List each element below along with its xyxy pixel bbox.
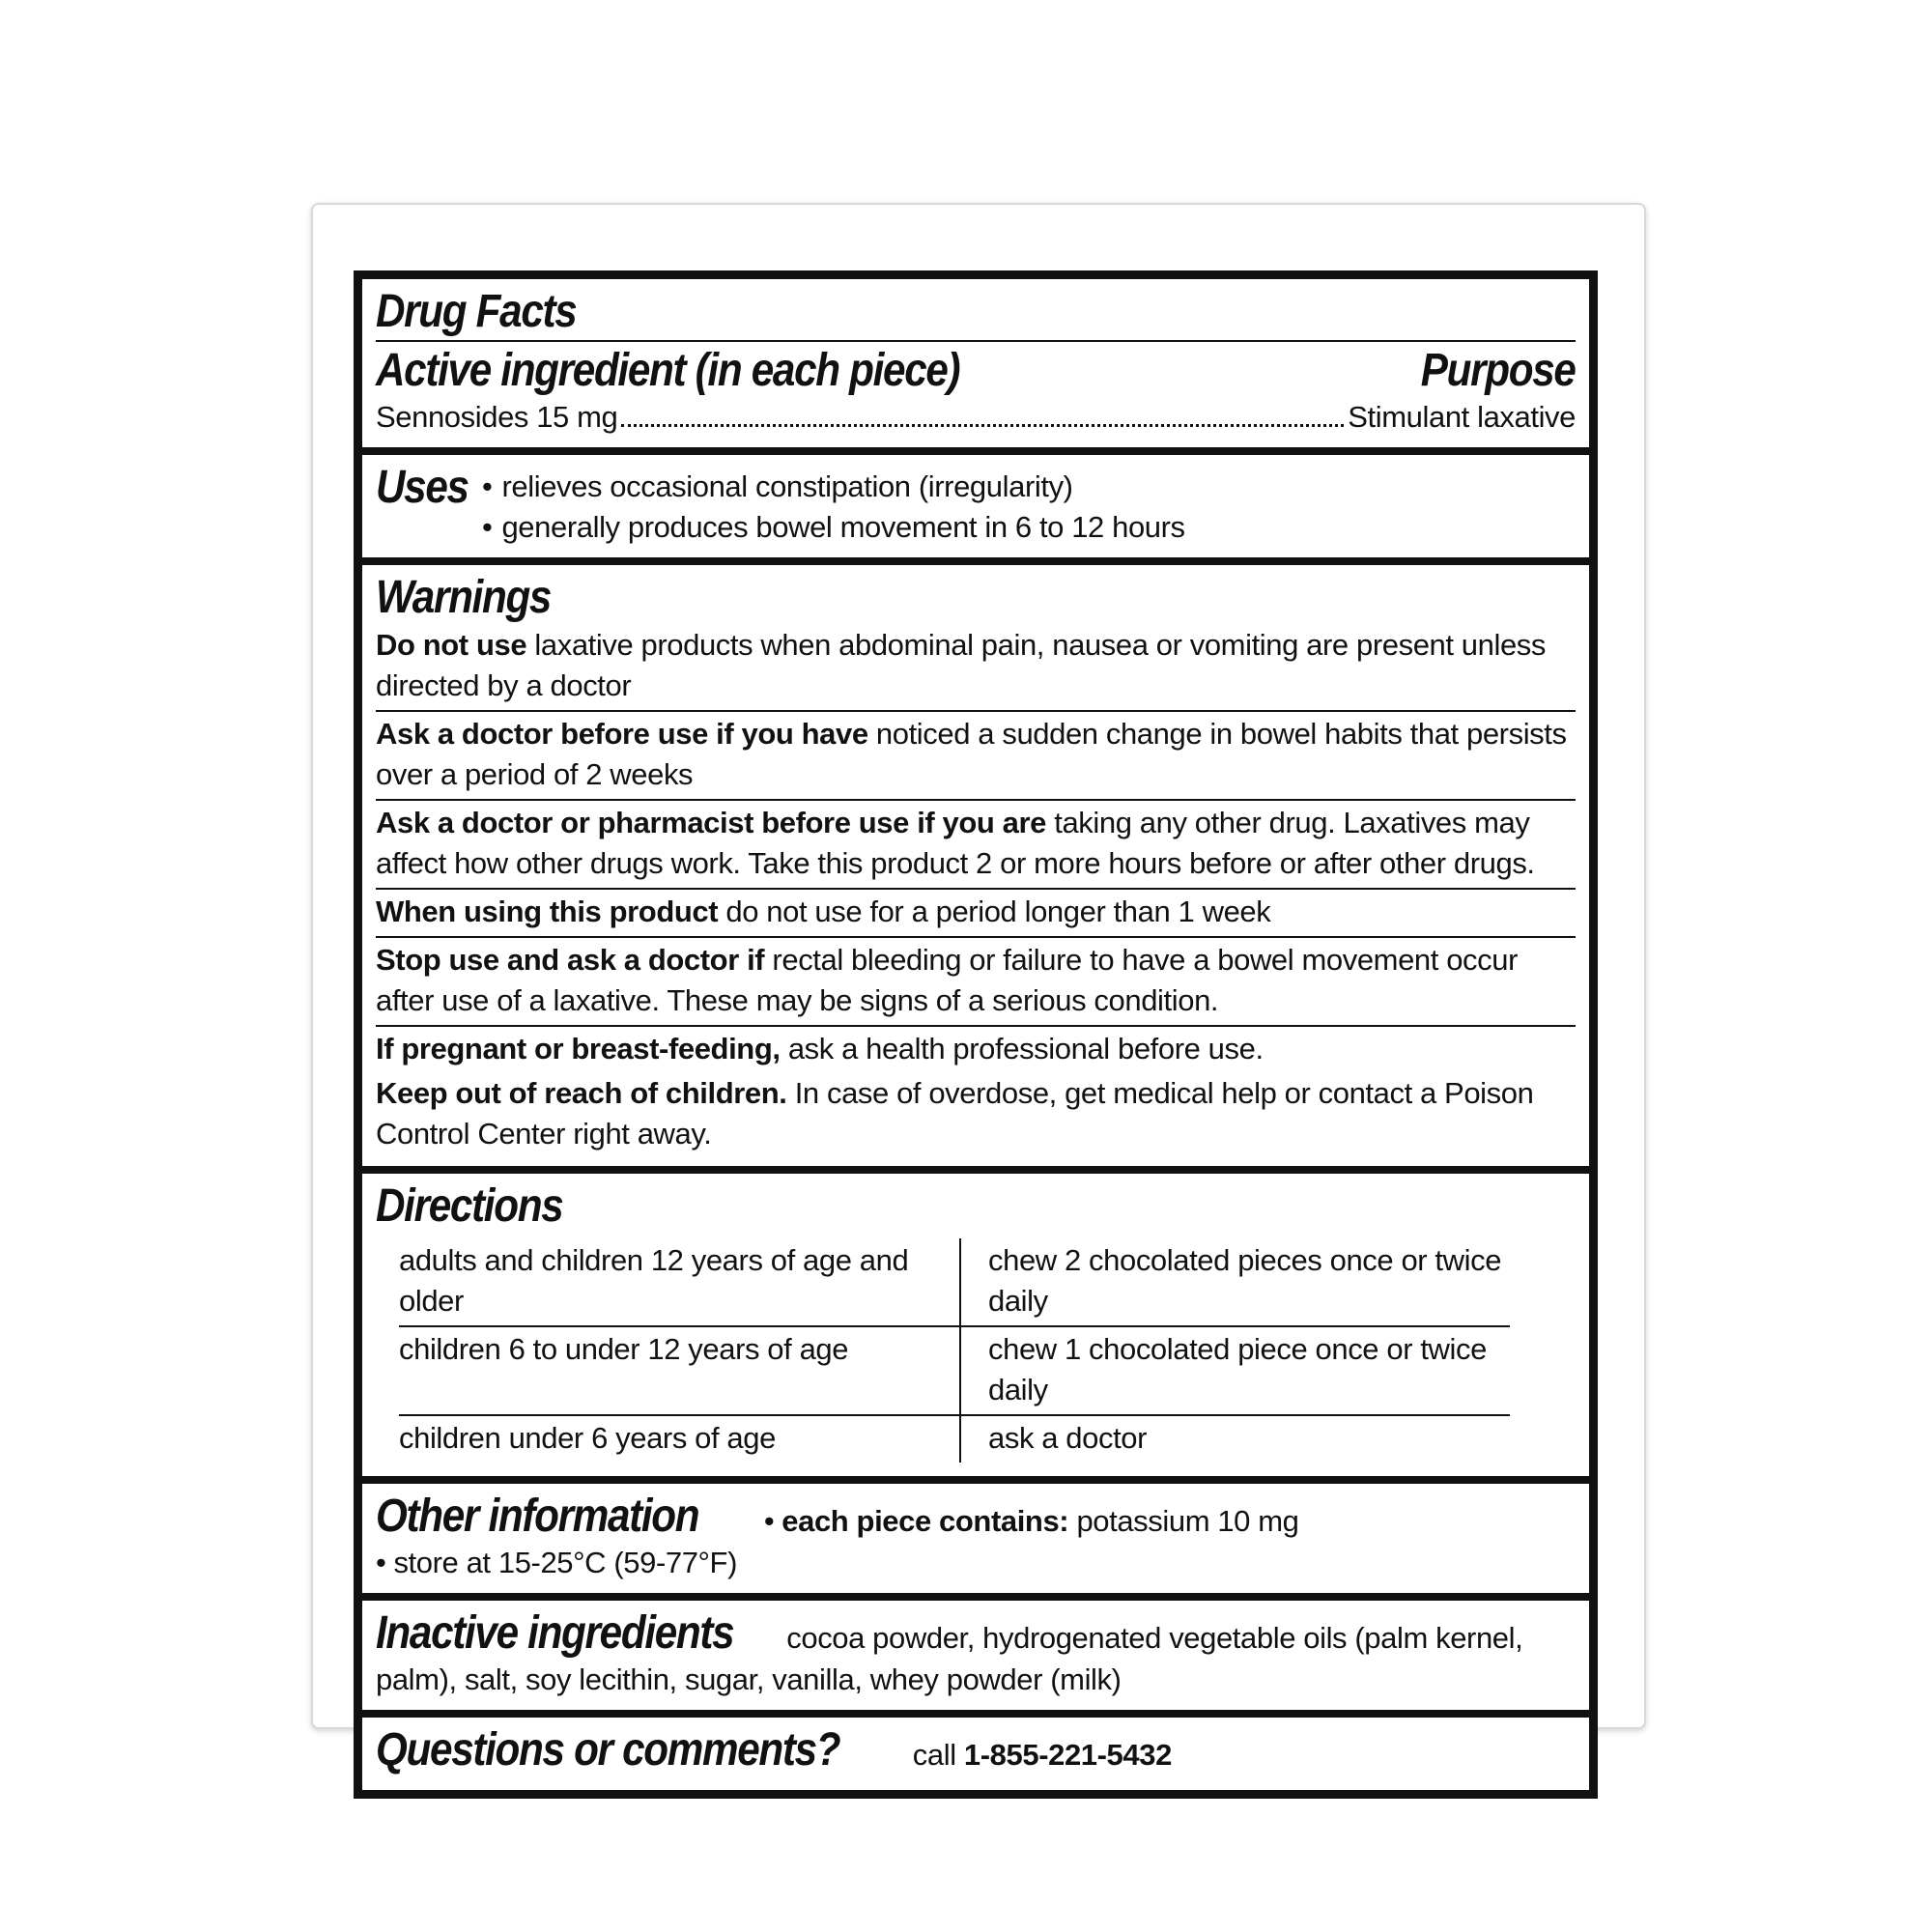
warning-bold: When using this product	[376, 895, 719, 929]
warning-bold: Keep out of reach of children.	[376, 1076, 787, 1111]
active-ingredient-header	[376, 346, 1576, 397]
inactive-ingredients-text: cocoa powder, hydrogenated vegetable oils (palm kernel, palm), salt, soy lecithin, sugar, vanilla, whey powder (milk)	[376, 1620, 1523, 1696]
warning-text: rectal bleeding or failure to have a bowel movement occur after use of a laxative. These may be signs of a serious condition.	[376, 943, 1519, 1018]
other-information-heading: Other information	[376, 1491, 699, 1543]
list-item: • generally produces bowel movement in 6 to 12 hours	[482, 507, 1185, 548]
list-item: • relieves occasional constipation (irregularity)	[482, 467, 1185, 507]
inactive-ingredients-heading: Inactive ingredients	[376, 1606, 734, 1659]
ingredient-name: Sennosides 15 mg	[376, 399, 618, 434]
active-ingredient-section	[362, 279, 1589, 447]
drug-facts-panel	[354, 270, 1598, 1799]
warning-text: do not use for a period longer than 1 week	[718, 895, 1271, 929]
active-ingredient-heading: Active ingredient (in each piece)	[376, 344, 960, 396]
table-row	[399, 1415, 1510, 1463]
questions-heading: Questions or comments?	[376, 1723, 840, 1776]
warnings-heading: Warnings	[376, 571, 552, 623]
warning-bold: Do not use	[376, 628, 527, 663]
warning-ask-pharmacist	[376, 801, 1576, 890]
call-label: call	[912, 1737, 956, 1772]
store-text: store at 15-25°C (59-77°F)	[393, 1545, 737, 1579]
store-line	[376, 1543, 1576, 1583]
dot-leader	[621, 424, 1344, 427]
table-row	[399, 1238, 1510, 1326]
directions-heading: Directions	[376, 1180, 563, 1233]
other-information-header	[376, 1492, 1576, 1543]
call-line	[913, 1735, 1172, 1776]
contains-line	[743, 1504, 1299, 1538]
warning-text: noticed a sudden change in bowel habits that persists over a period of 2 weeks	[376, 717, 1567, 792]
contains-bold: each piece contains:	[781, 1504, 1069, 1539]
other-information-section	[362, 1476, 1589, 1593]
questions-section	[362, 1710, 1589, 1790]
directions-dose: ask a doctor	[960, 1415, 1510, 1463]
ingredient-purpose: Stimulant laxative	[1348, 399, 1576, 434]
drug-facts-title: Drug Facts	[376, 286, 577, 337]
warning-ask-doctor	[376, 712, 1576, 801]
warning-do-not-use	[376, 623, 1576, 712]
warning-stop-use	[376, 938, 1576, 1027]
warning-when-using	[376, 890, 1576, 938]
warning-bold: If pregnant or breast-feeding,	[376, 1032, 781, 1066]
warning-children	[376, 1071, 1576, 1156]
directions-who: children 6 to under 12 years of age	[399, 1326, 960, 1415]
table-row	[399, 1326, 1510, 1415]
uses-heading: Uses	[376, 461, 469, 513]
warnings-section	[362, 557, 1589, 1167]
warning-bold: Ask a doctor or pharmacist before use if you are	[376, 806, 1047, 840]
title-row	[376, 287, 1576, 342]
contains-text: potassium 10 mg	[1068, 1504, 1299, 1539]
directions-table	[399, 1238, 1510, 1463]
directions-dose: chew 2 chocolated pieces once or twice daily	[988, 1243, 1502, 1319]
purpose-heading: Purpose	[1421, 344, 1576, 396]
directions-who: children under 6 years of age	[399, 1415, 960, 1463]
uses-section	[362, 447, 1589, 557]
directions-who: adults and children 12 years of age and older	[399, 1238, 960, 1326]
warning-text: ask a health professional before use.	[780, 1032, 1264, 1066]
warning-text: taking any other drug. Laxatives may affect how other drugs work. Take this product 2 or more hours before or after other drugs.	[376, 806, 1535, 881]
directions-dose: chew 1 chocolated piece once or twice daily	[960, 1326, 1510, 1415]
active-ingredient-row	[376, 397, 1576, 438]
uses-list	[482, 467, 1185, 548]
warning-bold: Stop use and ask a doctor if	[376, 943, 765, 978]
warning-text: In case of overdose, get medical help or contact a Poison Control Center right away.	[376, 1076, 1534, 1151]
inactive-ingredients-section	[362, 1593, 1589, 1710]
phone-number: 1-855-221-5432	[963, 1737, 1172, 1772]
directions-section	[362, 1166, 1589, 1476]
warning-pregnant	[376, 1027, 1576, 1071]
warning-bold: Ask a doctor before use if you have	[376, 717, 868, 752]
warning-text: laxative products when abdominal pain, nausea or vomiting are present unless directed by a doctor	[376, 628, 1547, 703]
